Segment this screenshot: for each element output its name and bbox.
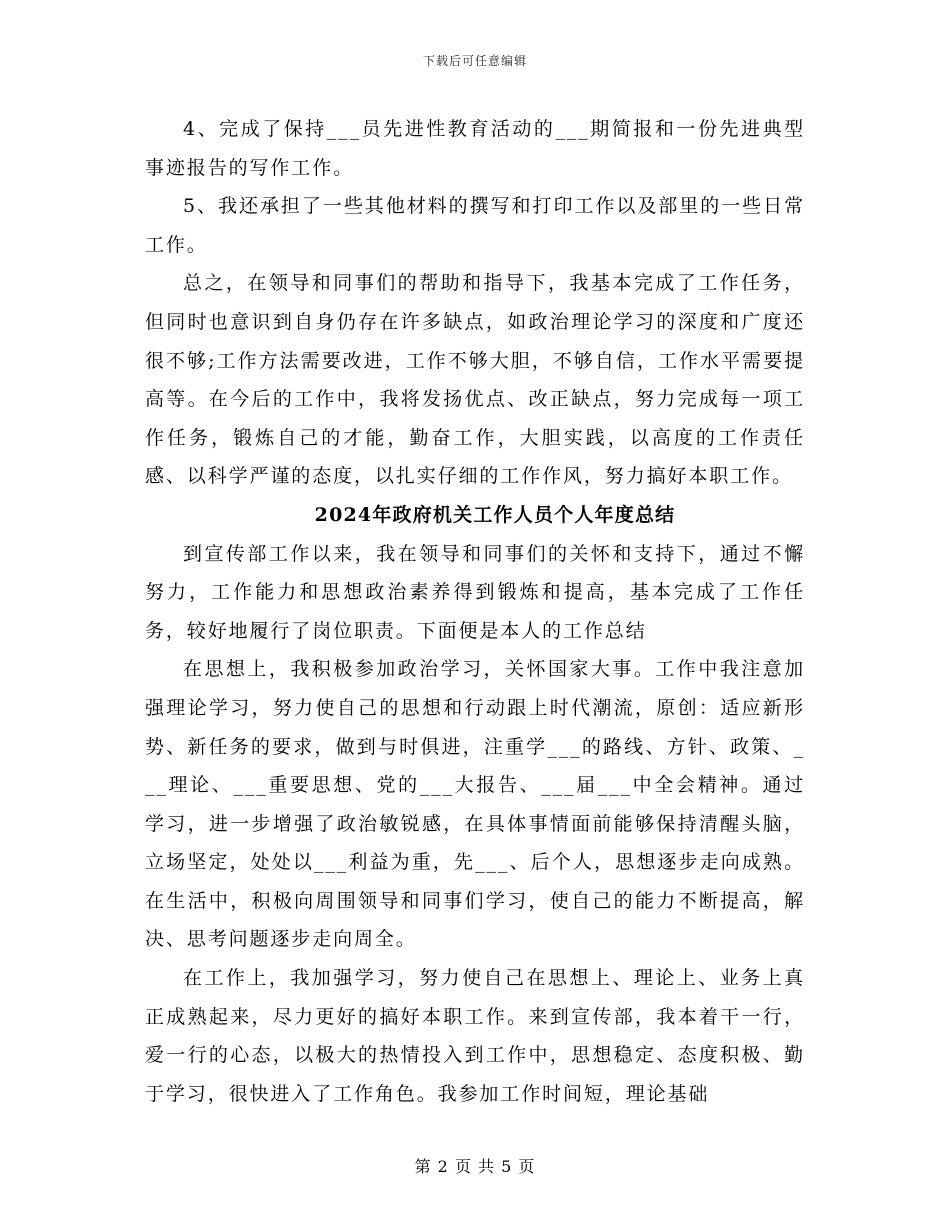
paragraph-conclusion: 总之，在领导和同事们的帮助和指导下，我基本完成了工作任务，但同时也意识到自身仍存在许多缺点，如政治理论学习的深度和广度还很不够;工作方法需要改进，工作不够大胆，不够自信，工作水平需要提高等。在今后的工作中，我将发扬优点、改正缺点，努力完成每一项工作任务，锻炼自己的才能，勤奋工作，大胆实践，以高度的工作责任感、以科学严谨的态度，以扎实仔细的工作作风，努力搞好本职工作。 xyxy=(145,272,805,488)
section-title: 2024年政府机关工作人员个人年度总结 xyxy=(314,503,676,526)
paragraph-intro: 到宣传部工作以来，我在领导和同事们的关怀和支持下，通过不懈努力，工作能力和思想政治素养得到锻炼和提高，基本完成了工作任务，较好地履行了岗位职责。下面便是本人的工作总结 xyxy=(145,542,805,642)
page-footer: 第 2 页 共 5 页 xyxy=(414,1157,536,1176)
paragraph-item-5: 5、我还承担了一些其他材料的撰写和打印工作以及部里的一些日常工作。 xyxy=(145,195,805,256)
paragraph-work: 在工作上，我加强学习，努力使自己在思想上、理论上、业务上真正成熟起来，尽力更好的搞好本职工作。来到宣传部，我本着干一行，爱一行的心态，以极大的热情投入到工作中，思想稳定、态度积极、勤于学习，很快进入了工作角色。我参加工作时间短，理论基础 xyxy=(145,967,805,1105)
header-note: 下载后可任意编辑 xyxy=(422,54,527,68)
paragraph-ideology: 在思想上，我积极参加政治学习，关怀国家大事。工作中我注意加强理论学习，努力使自己的思想和行动跟上时代潮流，原创：适应新形势、新任务的要求，做到与时俱进，注重学___的路线、方针、政策、___理论、___重要思想、党的___大报告、___届___中全会精神。通过学习，进一步增强了政治敏锐感，在具体事情面前能够保持清醒头脑，立场坚定，处处以___利益为重，先___、后个人，思想逐步走向成熟。在生活中，积极向周围领导和同事们学习，使自己的能力不断提高，解决、思考问题逐步走向周全。 xyxy=(145,658,805,951)
document-body xyxy=(145,110,805,1113)
paragraph-item-4: 4、完成了保持___员先进性教育活动的___期简报和一份先进典型事迹报告的写作工作。 xyxy=(145,118,805,179)
